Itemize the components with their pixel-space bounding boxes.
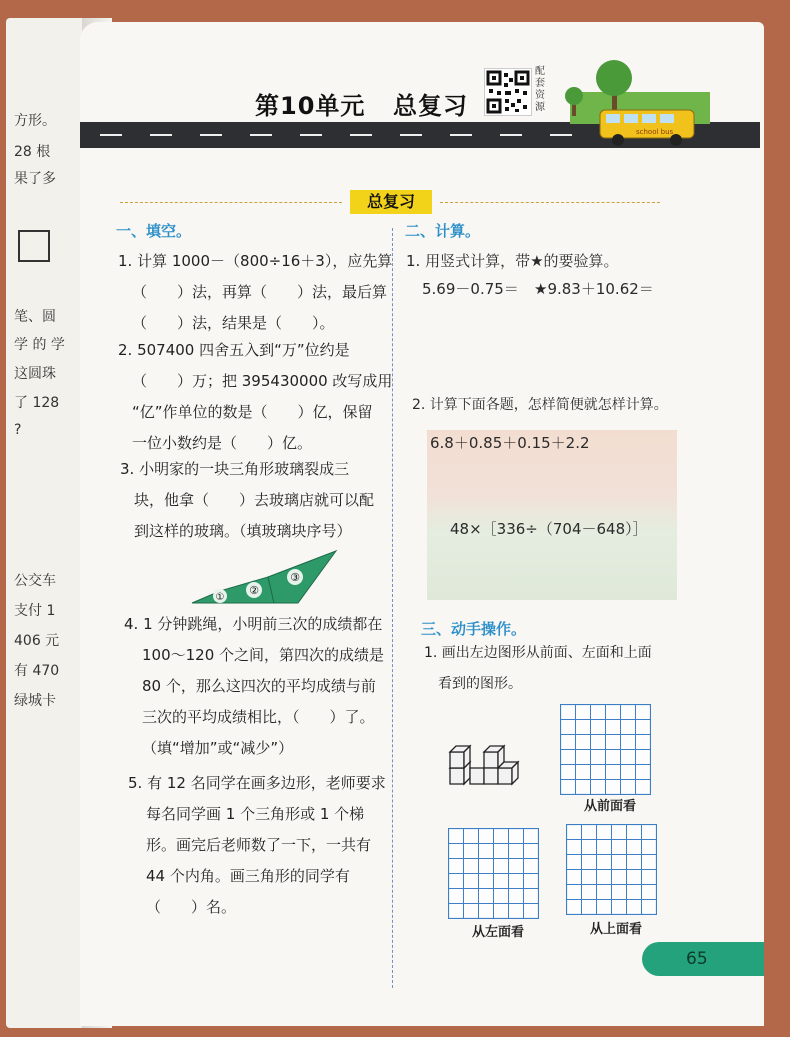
caption-front-view: 从前面看 bbox=[584, 799, 637, 814]
calc-item: 6.8＋0.85＋0.15＋2.2 bbox=[430, 434, 590, 452]
question-line: 44 个内角。画三角形的同学有 bbox=[146, 867, 350, 885]
calc-question-1: 1. 用竖式计算，带★的要验算。 bbox=[406, 252, 619, 270]
left-text-line: 学 的 学 bbox=[14, 337, 65, 353]
left-text-line: 有 470 bbox=[14, 663, 60, 679]
question-line: 块，他拿（ ）去玻璃店就可以配 bbox=[134, 491, 375, 509]
road-marking bbox=[200, 134, 222, 136]
heading-calculation: 二、计算。 bbox=[405, 222, 481, 240]
broken-glass-triangle bbox=[190, 547, 340, 607]
dashed-rule bbox=[120, 202, 342, 203]
road-marking bbox=[450, 134, 472, 136]
road-marking bbox=[150, 134, 172, 136]
glass-piece-label: ① bbox=[215, 592, 225, 603]
left-text-line: 公交车 bbox=[14, 573, 56, 589]
road-marking bbox=[350, 134, 372, 136]
front-view-grid[interactable] bbox=[560, 704, 651, 795]
qr-code[interactable] bbox=[484, 68, 532, 116]
calc-item: 5.69－0.75＝ bbox=[422, 280, 519, 298]
top-view-grid[interactable] bbox=[566, 824, 657, 915]
hands-on-question-1 bbox=[424, 638, 652, 700]
question-3 bbox=[120, 454, 374, 547]
dashed-rule bbox=[440, 202, 660, 203]
question-line: （填“增加”或“减少”） bbox=[142, 739, 294, 757]
question-line: 1. 画出左边图形从前面、左面和上面 bbox=[424, 645, 652, 661]
question-line: 到这样的玻璃。（填玻璃块序号） bbox=[134, 522, 352, 540]
calc-item-verify: ★9.83＋10.62＝ bbox=[534, 280, 654, 298]
question-line: 3. 小明家的一块三角形玻璃裂成三 bbox=[120, 460, 350, 478]
school-bus-illustration bbox=[550, 52, 710, 152]
unit-number-title: 第10单元 bbox=[255, 92, 366, 120]
left-text-line: 28 根 bbox=[14, 144, 51, 160]
road-marking bbox=[500, 134, 522, 136]
road-marking bbox=[300, 134, 322, 136]
question-line: 1. 计算 1000－（800÷16＋3），应先算 bbox=[118, 252, 393, 270]
calc-item: 48×［336÷（704－648）］ bbox=[450, 520, 648, 538]
cube-structure bbox=[446, 734, 536, 794]
question-line: 每名同学画 1 个三角形或 1 个梯 bbox=[146, 805, 365, 823]
road-marking bbox=[400, 134, 422, 136]
question-line: 5. 有 12 名同学在画多边形，老师要求 bbox=[128, 774, 386, 792]
question-line: （ ）名。 bbox=[146, 898, 237, 916]
question-line: 4. 1 分钟跳绳，小明前三次的成绩都在 bbox=[124, 615, 383, 633]
question-1 bbox=[118, 246, 392, 339]
calc-question-2: 2. 计算下面各题，怎样简便就怎样计算。 bbox=[412, 397, 668, 413]
question-line: （ ）万；把 395430000 改写成用 bbox=[132, 372, 393, 390]
qr-code-pattern bbox=[485, 69, 531, 115]
glass-piece-label: ② bbox=[249, 584, 259, 597]
question-line: （ ）法，再算（ ）法，最后算 bbox=[132, 283, 388, 301]
left-text-line: 方形。 bbox=[14, 113, 56, 129]
left-text-line: 果了多 bbox=[14, 171, 56, 187]
caption-top-view: 从上面看 bbox=[590, 922, 643, 937]
left-view-grid[interactable] bbox=[448, 828, 539, 919]
caption-left-view: 从左面看 bbox=[472, 925, 525, 940]
question-line: 看到的图形。 bbox=[438, 676, 522, 692]
calc-answer-area bbox=[427, 430, 677, 600]
question-line: 三次的平均成绩相比，（ ）了。 bbox=[142, 708, 375, 726]
qr-resource-label: 配套资源 bbox=[535, 66, 545, 113]
left-text-line: 支付 1 bbox=[14, 603, 56, 619]
left-text-line: 绿城卡 bbox=[14, 693, 56, 709]
bus-text: school bus bbox=[636, 128, 674, 136]
question-line: 一位小数约是（ ）亿。 bbox=[132, 434, 313, 452]
left-text-line: 这圆珠 bbox=[14, 366, 56, 382]
square-figure bbox=[18, 230, 50, 262]
workbook-page bbox=[80, 22, 764, 1026]
question-line: （ ）法，结果是（ ）。 bbox=[132, 314, 335, 332]
question-line: 100～120 个之间，第四次的成绩是 bbox=[142, 646, 385, 664]
road-marking bbox=[250, 134, 272, 136]
unit-name-title: 总复习 bbox=[393, 92, 468, 120]
question-line: 形。画完后老师数了一下，一共有 bbox=[146, 836, 372, 854]
question-line: 2. 507400 四舍五入到“万”位约是 bbox=[118, 341, 350, 359]
question-4 bbox=[124, 609, 384, 764]
question-5 bbox=[128, 768, 386, 923]
glass-piece-label: ③ bbox=[290, 571, 300, 584]
left-text-line: ? bbox=[14, 422, 22, 438]
page-number-tab: 65 bbox=[642, 942, 764, 976]
unit-header bbox=[80, 22, 764, 162]
question-line: 80 个，那么这四次的平均成绩与前 bbox=[142, 677, 376, 695]
left-text-line: 406 元 bbox=[14, 633, 60, 649]
question-2 bbox=[118, 335, 392, 459]
road-marking bbox=[100, 134, 122, 136]
left-text-line: 了 128 bbox=[14, 395, 60, 411]
question-line: “亿”作单位的数是（ ）亿，保留 bbox=[132, 403, 373, 421]
left-text-line: 笔、圆 bbox=[14, 309, 56, 325]
section-title-banner: 总复习 bbox=[350, 190, 432, 214]
heading-fill-in: 一、填空。 bbox=[116, 222, 192, 240]
heading-hands-on: 三、动手操作。 bbox=[421, 620, 527, 638]
